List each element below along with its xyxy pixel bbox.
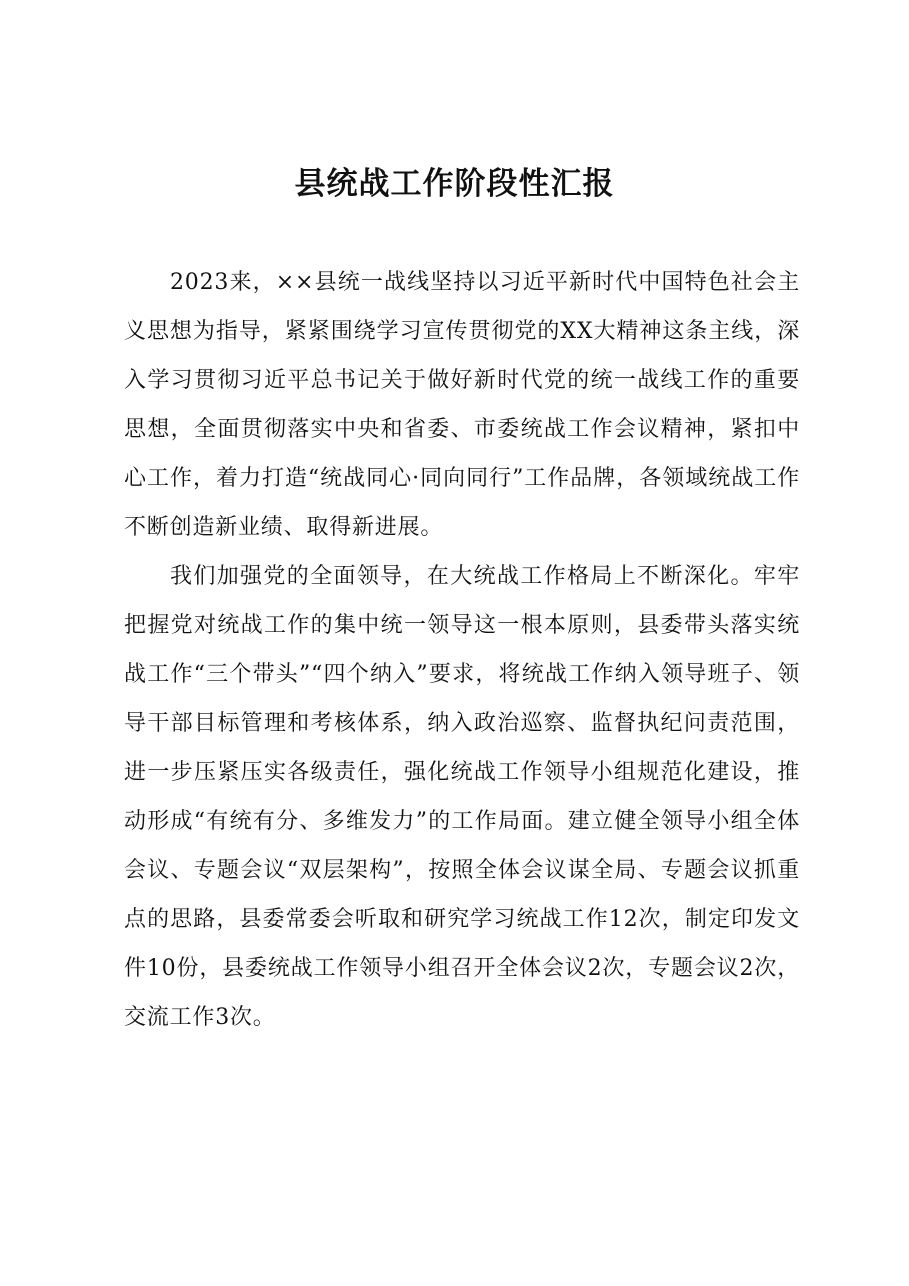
paragraph-intro: 2023来，××县统一战线坚持以习近平新时代中国特色社会主义思想为指导，紧紧围绕学习宣传贯彻党的XX大精神这条主线，深入学习贯彻习近平总书记关于做好新时代党的统一战线工作的重要思想，全面贯彻落实中央和省委、市委统战工作会议精神，紧扣中心工作，着力打造“统战同心·同向同行”工作品牌，各领域统战工作不断创造新业绩、取得新进展。 — [124, 270, 800, 540]
document-body — [124, 258, 800, 1042]
paragraph-leadership: 我们加强党的全面领导，在大统战工作格局上不断深化。牢牢把握党对统战工作的集中统一领导这一根本原则，县委带头落实统战工作“三个带头”“四个纳入”要求，将统战工作纳入领导班子、领导干部目标管理和考核体系，纳入政治巡察、监督执纪问责范围，进一步压紧压实各级责任，强化统战工作领导小组规范化建设，推动形成“有统有分、多维发力”的工作局面。建立健全领导小组全体会议、专题会议“双层架构”，按照全体会议谋全局、专题会议抓重点的思路，县委常委会听取和研究学习统战工作12次，制定印发文件10份，县委统战工作领导小组召开全体会议2次，专题会议2次，交流工作3次。 — [124, 564, 800, 1030]
document-title: 县统战工作阶段性汇报 — [294, 166, 615, 202]
